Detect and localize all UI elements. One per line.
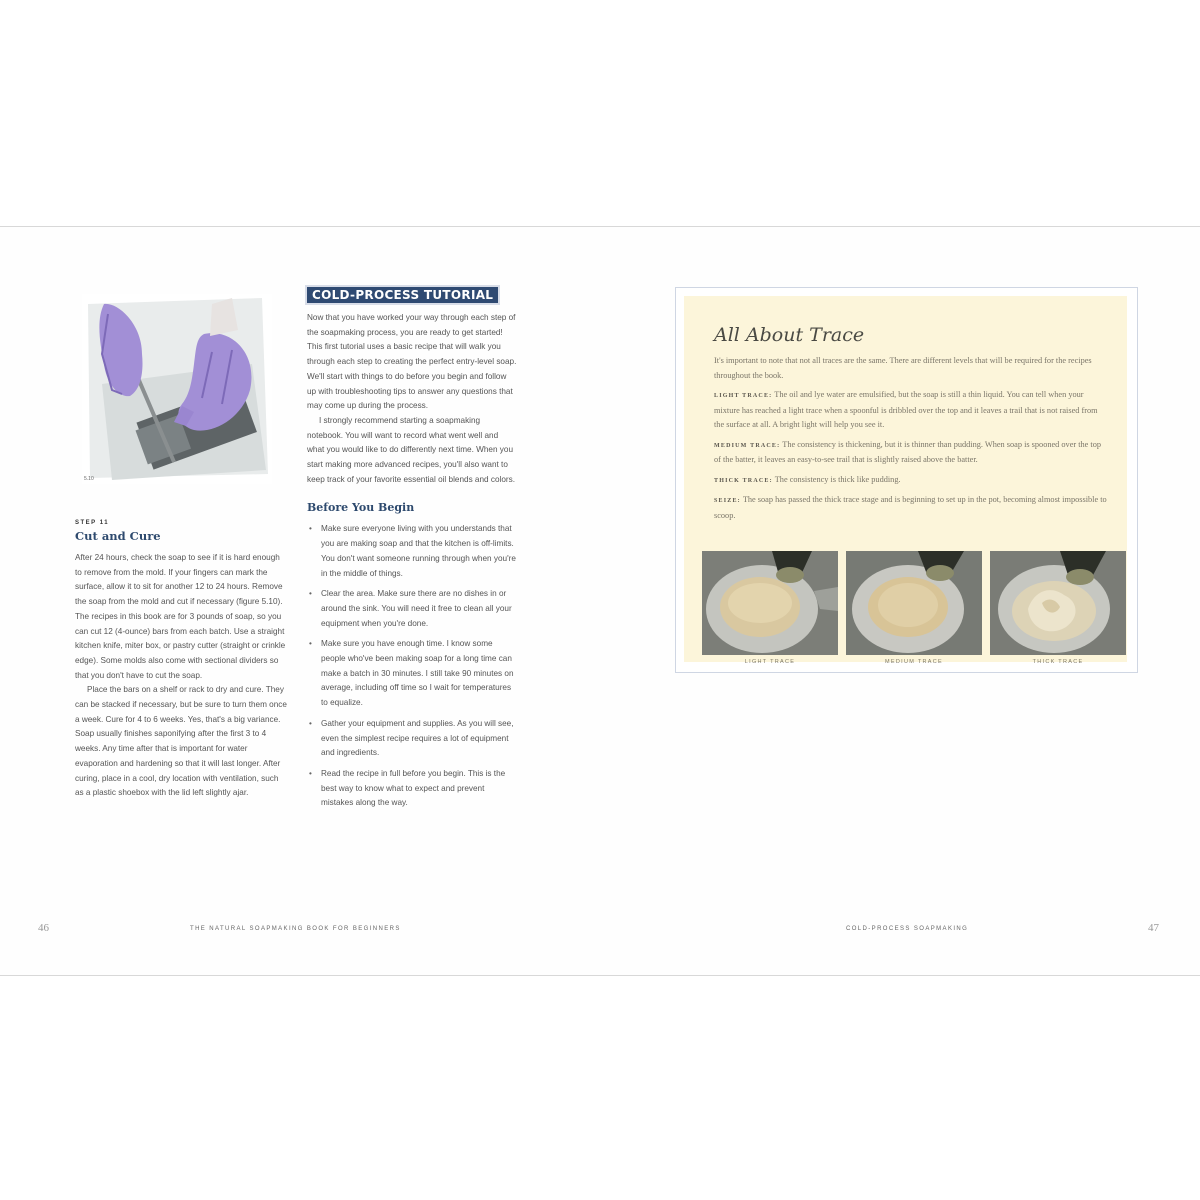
term-label: MEDIUM TRACE:	[714, 442, 781, 449]
left-running-title: THE NATURAL SOAPMAKING BOOK FOR BEGINNERS	[190, 926, 401, 932]
list-item: • Make sure everyone living with you understands that you are making soap and that the kitchen is off-limits. You don't want someone running through when you're in the middle of things.	[307, 522, 517, 581]
term-text: The consistency is thick like pudding.	[774, 474, 901, 484]
before-you-begin-list	[307, 522, 517, 811]
step-title: Cut and Cure	[75, 529, 161, 543]
medium-trace-photo	[846, 551, 982, 655]
right-page-number: 47	[1148, 922, 1159, 934]
photo-caption: LIGHT TRACE	[744, 659, 796, 665]
sidebar-intro: It's important to note that not all traces are the same. There are different levels that will be required for the recipes throughout the book.	[714, 356, 1092, 380]
term-text: The consistency is thickening, but it is thinner than pudding. When soap is spooned over the top of the batter, it leaves an easy-to-see trail that is slightly raised above the batter.	[714, 439, 1102, 464]
term-text: The oil and lye water are emulsified, but the soap is still a thin liquid. You can tell when your mixture has reached a light trace when a spoonful is dribbled over the top and it leaves a trail that is not raised from the surface at all. A bright light will help you see it.	[714, 390, 1098, 429]
left-page-number: 46	[38, 922, 49, 934]
term-label: THICK TRACE:	[714, 477, 773, 484]
step-paragraph-2: Place the bars on a shelf or rack to dry and cure. They can be stacked if necessary, but be sure to turn them once a week. Cure for 4 to 6 weeks. Yes, that's a big variance. Soap usually finishes saponifying after the first 3 to 4 weeks. Any time after that is important for water evaporation and hardening so that it will last longer. After curing, place in a cool, dry location with ventilation, such as a plastic shoebox with the lid left slightly ajar.	[75, 685, 287, 798]
tutorial-heading: COLD-PROCESS TUTORIAL	[307, 287, 498, 303]
cutting-soap-illustration	[82, 294, 272, 484]
term-thick-trace	[714, 473, 1109, 489]
step-paragraph-1: After 24 hours, check the soap to see if it is hard enough to remove from the mold. If your fingers can mark the surface, allow it to sit for another 12 to 24 hours. Remove the soap from the mold and cut if necessary (figure 5.10). The recipes in this book are for 3 pounds of soap, so you can cut 12 (4-ounce) bars from each batch. Use a straight kitchen knife, miter box, or pastry cutter (straight or crinkle edge). Some molds also come with sectional dividers so that you don't have to cut the soap.	[75, 553, 286, 680]
light-trace-photo	[702, 551, 838, 655]
right-running-title: COLD-PROCESS SOAPMAKING	[846, 926, 969, 932]
all-about-trace-sidebar	[675, 287, 1138, 673]
sidebar-text	[714, 354, 1109, 528]
term-label: SEIZE:	[714, 498, 741, 504]
photo-caption: MEDIUM TRACE	[885, 659, 943, 665]
term-medium-trace	[714, 438, 1109, 468]
term-seize	[714, 493, 1109, 523]
tutorial-section	[307, 286, 517, 817]
term-label: LIGHT TRACE:	[714, 393, 773, 399]
thick-trace-photo	[990, 551, 1126, 655]
step-number: STEP 11	[75, 520, 110, 526]
list-item: • Gather your equipment and supplies. As you will see, even the simplest recipe requires a lot of equipment and ingredients.	[307, 717, 517, 761]
step-11-section	[75, 520, 287, 801]
tutorial-paragraph-1: Now that you have worked your way through each step of the soapmaking process, you are ready to get started! This first tutorial uses a basic recipe that will walk you through each step to creating the perfect entry-level soap. We'll start with things to do before you begin and follow up with troubleshooting tips to answer any questions that may come up during the process.	[307, 313, 517, 411]
tutorial-paragraph-2: I strongly recommend starting a soapmaking notebook. You will want to record what went well and what you would like to do differently next time. When you start making more advanced recipes, you'll also want to keep track of your favorite essential oil blends and colors.	[307, 415, 515, 484]
list-item: • Make sure you have enough time. I know some people who've been making soap for a long time can make a batch in 30 minutes. I still take 90 minutes on average, including off time so I wait for temperatures to equalize.	[307, 637, 517, 711]
list-item: • Clear the area. Make sure there are no dishes in or around the sink. You will need it free to clean all your equipment when you're done.	[307, 587, 517, 631]
before-you-begin-title: Before You Begin	[307, 501, 415, 515]
list-item: • Read the recipe in full before you begin. This is the best way to know what to expect and prevent mistakes along the way.	[307, 767, 517, 811]
photo-caption: THICK TRACE	[1032, 659, 1084, 665]
sidebar-title: All About Trace	[714, 324, 865, 346]
figure-label: 5.10	[84, 476, 94, 482]
term-light-trace	[714, 388, 1109, 433]
term-text: The soap has passed the thick trace stage and is beginning to set up in the pot, becoming almost impossible to scoop.	[714, 495, 1107, 520]
sidebar-panel	[684, 296, 1127, 665]
